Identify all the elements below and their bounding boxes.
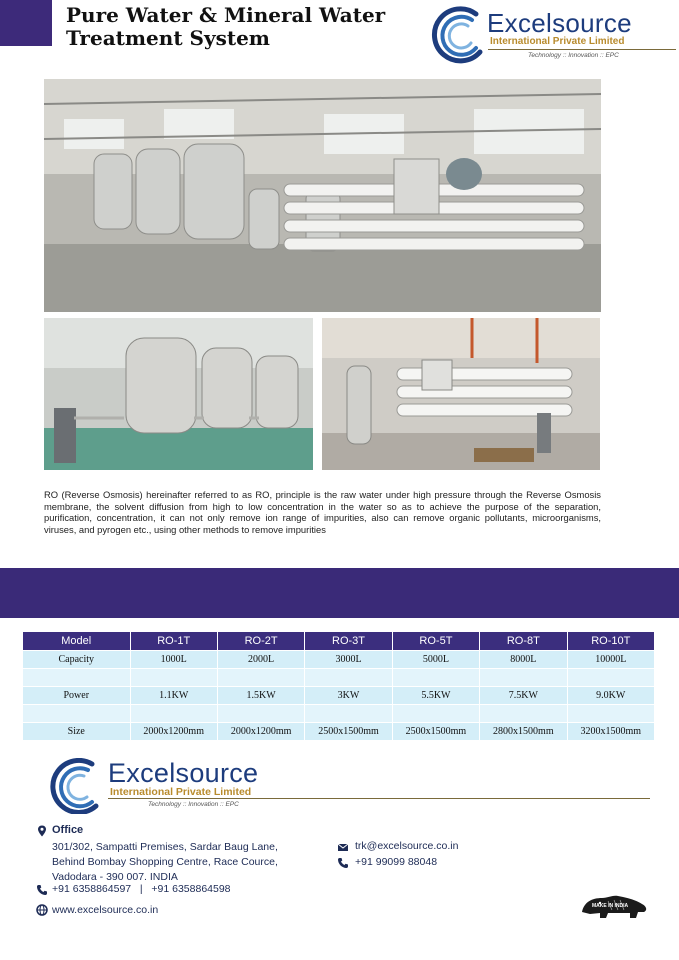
address-line: 301/302, Sampatti Premises, Sardar Baug Lane,: [52, 841, 278, 853]
table-header-cell: RO-10T: [568, 632, 654, 650]
table-header-cell: RO-1T: [131, 632, 217, 650]
footer-brand-name: Excelsource: [108, 758, 259, 788]
table-cell: 3200x1500mm: [568, 723, 654, 740]
footer-swirl-logo-icon: [34, 758, 104, 814]
page-title: [66, 4, 385, 50]
email-link[interactable]: trk@excelsource.co.in: [355, 840, 459, 852]
title-line-2: Treatment System: [66, 26, 270, 50]
table-cell: 1000L: [131, 651, 217, 668]
brand-name: Excelsource: [487, 8, 632, 38]
mobile-number[interactable]: +91 99099 88048: [355, 856, 438, 868]
table-header-cell: RO-3T: [305, 632, 391, 650]
footer-brand-subtitle: International Private Limited: [110, 786, 252, 798]
table-cell: 8000L: [480, 651, 566, 668]
table-header-row: [23, 632, 654, 650]
office-address: [52, 840, 278, 885]
table-header-cell: RO-8T: [480, 632, 566, 650]
phone-number-1[interactable]: +91 6358864597: [52, 883, 132, 895]
phone-separator: |: [139, 883, 143, 895]
factory-ro-plant-photo: [44, 79, 601, 312]
address-line: Vadodara - 390 007. INDIA: [52, 871, 178, 883]
phone-numbers: [52, 883, 231, 895]
table-cell: 7.5KW: [480, 687, 566, 704]
table-spacer-row: [23, 669, 654, 686]
table-cell: 2500x1500mm: [393, 723, 479, 740]
table-cell: 9.0KW: [568, 687, 654, 704]
footer-tagline: Technology :: Innovation :: EPC: [148, 801, 239, 808]
table-cell: Power: [23, 687, 130, 704]
brand-tagline: Technology :: Innovation :: EPC: [528, 52, 619, 59]
phone-number-2[interactable]: +91 6358864598: [151, 883, 231, 895]
title-line-1: Pure Water & Mineral Water: [66, 3, 386, 27]
table-header-cell: RO-5T: [393, 632, 479, 650]
storage-tanks-photo: [44, 318, 313, 470]
table-cell: 1.1KW: [131, 687, 217, 704]
table-row-capacity: [23, 651, 654, 668]
brand-subtitle: International Private Limited: [490, 36, 625, 47]
table-header-cell: RO-2T: [218, 632, 304, 650]
table-cell: Capacity: [23, 651, 130, 668]
table-row-size: [23, 723, 654, 740]
section-band: [0, 568, 679, 618]
make-in-india-label: MAKE IN INDIA: [592, 903, 629, 909]
table-row-power: [23, 687, 654, 704]
brand-divider: [488, 49, 676, 50]
ro-skid-photo: [322, 318, 600, 470]
location-pin-icon: [36, 825, 48, 837]
website-link[interactable]: www.excelsource.co.in: [52, 904, 159, 916]
table-cell: Size: [23, 723, 130, 740]
office-heading: Office: [52, 824, 84, 836]
footer-divider: [108, 798, 650, 799]
table-cell: 1.5KW: [218, 687, 304, 704]
table-cell: 3000L: [305, 651, 391, 668]
table-cell: 2500x1500mm: [305, 723, 391, 740]
table-cell: 5000L: [393, 651, 479, 668]
table-cell: 5.5KW: [393, 687, 479, 704]
header-accent-bar: [0, 0, 52, 46]
table-cell: 10000L: [568, 651, 654, 668]
ro-description: RO (Reverse Osmosis) hereinafter referred to as RO, principle is the raw water under high pressure through the Reverse Osmosis membrane, the solvent diffusion from high to low concentration in the water so as to achieve the purpose of the separation, purification, concentration, it can not only remove ion range of impurities, also can remove organic pollutants, microorganisms, viruses, and pyrogen etc., using other methods to remove impurities: [44, 489, 601, 535]
address-line: Behind Bombay Shopping Centre, Race Cource,: [52, 856, 278, 868]
spec-table: [22, 631, 655, 741]
phone-icon: [36, 884, 48, 896]
table-cell: 2000L: [218, 651, 304, 668]
table-cell: 2000x1200mm: [131, 723, 217, 740]
table-header-cell: Model: [23, 632, 130, 650]
table-cell: 2000x1200mm: [218, 723, 304, 740]
mobile-icon: [337, 857, 349, 869]
table-cell: 3KW: [305, 687, 391, 704]
table-spacer-row: [23, 705, 654, 722]
table-cell: 2800x1500mm: [480, 723, 566, 740]
globe-icon: [36, 904, 48, 916]
email-icon: [337, 841, 349, 853]
